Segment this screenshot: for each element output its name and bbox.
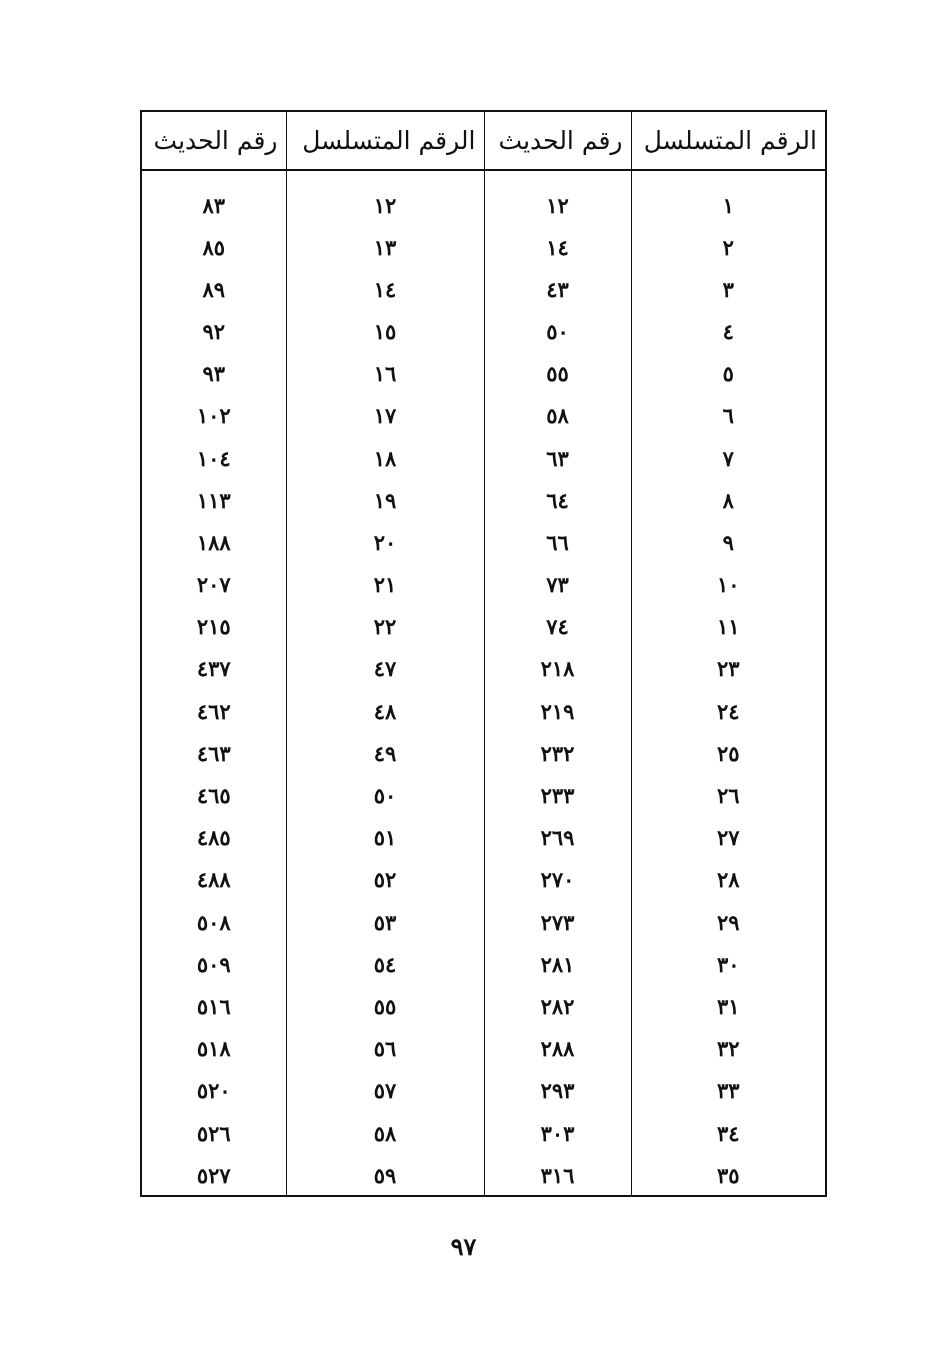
table-row xyxy=(142,170,825,226)
table-row xyxy=(142,564,825,606)
hadith-number-cell: ٤٦٣ xyxy=(196,740,231,766)
serial-number-cell: ٢٠ xyxy=(286,521,484,563)
serial-number-cell: ١٢ xyxy=(286,170,484,226)
hadith-index-table xyxy=(142,112,825,1196)
hadith-number-cell: ٢٨١ xyxy=(484,943,631,985)
hadith-number-cell: ١٢ xyxy=(484,170,631,226)
table-row xyxy=(142,479,825,521)
serial-number-cell: ١٤ xyxy=(286,268,484,310)
table-row xyxy=(142,732,825,774)
hadith-number-cell: ٧٤ xyxy=(484,606,631,648)
hadith-number-cell: ٥٨ xyxy=(484,395,631,437)
table-row xyxy=(142,1154,825,1196)
hadith-number-cell: ٤٨٥ xyxy=(196,825,231,851)
hadith-number-cell: ٣٠٣ xyxy=(484,1112,631,1154)
hadith-number-cell: ٤٣٧ xyxy=(196,656,231,682)
table-body xyxy=(142,170,825,1196)
table-row xyxy=(142,648,825,690)
serial-number-cell: ٣١ xyxy=(631,985,825,1027)
hadith-number-cell: ٨٣ xyxy=(202,193,226,218)
hadith-number-cell: ٢١٥ xyxy=(196,614,231,640)
serial-number-cell: ٥٥ xyxy=(286,985,484,1027)
serial-number-cell: ١٦ xyxy=(286,353,484,395)
hadith-number-cell: ٦٦ xyxy=(484,521,631,563)
serial-number-cell: ١٣ xyxy=(286,226,484,268)
hadith-number-cell: ٥٢٧ xyxy=(196,1162,231,1188)
serial-number-cell: ٥٢ xyxy=(286,859,484,901)
hadith-number-cell: ٢٩٣ xyxy=(484,1070,631,1112)
hadith-number-cell: ٢٠٧ xyxy=(196,572,231,598)
hadith-number-cell: ٩٢ xyxy=(202,318,226,344)
hadith-number-cell: ٢١٩ xyxy=(484,690,631,732)
serial-number-cell: ١٥ xyxy=(286,310,484,352)
table-row xyxy=(142,606,825,648)
hadith-number-cell: ٢٦٩ xyxy=(484,817,631,859)
header-hadith-number: رقم الحديث xyxy=(484,112,631,170)
table-row xyxy=(142,353,825,395)
hadith-number-cell: ٥١٦ xyxy=(196,993,231,1019)
table-row xyxy=(142,943,825,985)
serial-number-cell: ٥١ xyxy=(286,817,484,859)
serial-number-cell: ٢٣ xyxy=(631,648,825,690)
serial-number-cell: ٨ xyxy=(631,479,825,521)
hadith-number-cell: ٢٨٨ xyxy=(484,1028,631,1070)
hadith-number-cell: ٤٦٥ xyxy=(196,783,231,809)
serial-number-cell: ٤٨ xyxy=(286,690,484,732)
hadith-number-cell: ٨٩ xyxy=(202,276,226,302)
serial-number-cell: ٤٧ xyxy=(286,648,484,690)
hadith-number-cell: ٣١٦ xyxy=(484,1154,631,1196)
table-row xyxy=(142,985,825,1027)
hadith-number-cell: ٦٣ xyxy=(484,437,631,479)
table-row xyxy=(142,1112,825,1154)
hadith-number-cell: ١٠٤ xyxy=(196,445,231,471)
serial-number-cell: ٥٣ xyxy=(286,901,484,943)
table-row xyxy=(142,226,825,268)
hadith-number-cell: ٩٣ xyxy=(202,361,226,387)
hadith-number-cell: ٤٣ xyxy=(484,268,631,310)
hadith-number-cell: ٥٢٦ xyxy=(196,1120,231,1146)
serial-number-cell: ٢٩ xyxy=(631,901,825,943)
hadith-index-table-frame xyxy=(140,110,827,1197)
hadith-number-cell: ٦٤ xyxy=(484,479,631,521)
serial-number-cell: ٣٠ xyxy=(631,943,825,985)
table-row xyxy=(142,901,825,943)
hadith-number-cell: ٥٥ xyxy=(484,353,631,395)
serial-number-cell: ٥٩ xyxy=(286,1154,484,1196)
hadith-number-cell: ٥٠٨ xyxy=(196,909,231,935)
serial-number-cell: ٦ xyxy=(631,395,825,437)
table-row xyxy=(142,817,825,859)
header-hadith-number: رقم الحديث xyxy=(142,112,286,170)
serial-number-cell: ٢١ xyxy=(286,564,484,606)
hadith-number-cell: ١١٣ xyxy=(196,487,231,513)
hadith-number-cell: ٢٨٢ xyxy=(484,985,631,1027)
hadith-number-cell: ٤٦٢ xyxy=(196,698,231,724)
hadith-number-cell: ٢٧٣ xyxy=(484,901,631,943)
serial-number-cell: ٣٥ xyxy=(631,1154,825,1196)
hadith-number-cell: ٥٠ xyxy=(484,310,631,352)
serial-number-cell: ٧ xyxy=(631,437,825,479)
table-row xyxy=(142,395,825,437)
hadith-number-cell: ١٨٨ xyxy=(196,529,231,555)
table-row xyxy=(142,521,825,563)
table-row xyxy=(142,774,825,816)
hadith-number-cell: ٥٠٩ xyxy=(196,951,231,977)
hadith-number-cell: ١٤ xyxy=(484,226,631,268)
serial-number-cell: ٥ xyxy=(631,353,825,395)
serial-number-cell: ٥٠ xyxy=(286,774,484,816)
hadith-number-cell: ٥٢٠ xyxy=(196,1078,231,1104)
serial-number-cell: ١٧ xyxy=(286,395,484,437)
serial-number-cell: ٥٤ xyxy=(286,943,484,985)
hadith-number-cell: ٨٥ xyxy=(202,234,226,260)
serial-number-cell: ١١ xyxy=(631,606,825,648)
serial-number-cell: ٢٢ xyxy=(286,606,484,648)
serial-number-cell: ٥٨ xyxy=(286,1112,484,1154)
hadith-number-cell: ٤٨٨ xyxy=(196,867,231,893)
page-number: ٩٧ xyxy=(450,1232,477,1261)
serial-number-cell: ٣ xyxy=(631,268,825,310)
hadith-number-cell: ٧٣ xyxy=(484,564,631,606)
serial-number-cell: ١٩ xyxy=(286,479,484,521)
serial-number-cell: ٣٣ xyxy=(631,1070,825,1112)
hadith-number-cell: ١٠٢ xyxy=(196,403,231,429)
hadith-number-cell: ٢٣٢ xyxy=(484,732,631,774)
table-header-row xyxy=(142,112,825,170)
serial-number-cell: ٩ xyxy=(631,521,825,563)
header-serial-number: الرقم المتسلسل xyxy=(286,112,484,170)
table-row xyxy=(142,268,825,310)
serial-number-cell: ٤٩ xyxy=(286,732,484,774)
serial-number-cell: ١٠ xyxy=(631,564,825,606)
serial-number-cell: ١ xyxy=(631,170,825,226)
hadith-number-cell: ٢١٨ xyxy=(484,648,631,690)
serial-number-cell: ١٨ xyxy=(286,437,484,479)
serial-number-cell: ٥٧ xyxy=(286,1070,484,1112)
serial-number-cell: ٣٤ xyxy=(631,1112,825,1154)
serial-number-cell: ٢ xyxy=(631,226,825,268)
hadith-number-cell: ٢٧٠ xyxy=(484,859,631,901)
table-row xyxy=(142,690,825,732)
serial-number-cell: ٢٤ xyxy=(631,690,825,732)
serial-number-cell: ٢٦ xyxy=(631,774,825,816)
hadith-number-cell: ٢٣٣ xyxy=(484,774,631,816)
hadith-number-cell: ٥١٨ xyxy=(196,1036,231,1062)
serial-number-cell: ٣٢ xyxy=(631,1028,825,1070)
table-row xyxy=(142,1028,825,1070)
table-row xyxy=(142,437,825,479)
table-row xyxy=(142,859,825,901)
serial-number-cell: ٤ xyxy=(631,310,825,352)
table-row xyxy=(142,310,825,352)
header-serial-number: الرقم المتسلسل xyxy=(631,112,825,170)
serial-number-cell: ٢٧ xyxy=(631,817,825,859)
serial-number-cell: ٢٥ xyxy=(631,732,825,774)
table-row xyxy=(142,1070,825,1112)
serial-number-cell: ٥٦ xyxy=(286,1028,484,1070)
serial-number-cell: ٢٨ xyxy=(631,859,825,901)
